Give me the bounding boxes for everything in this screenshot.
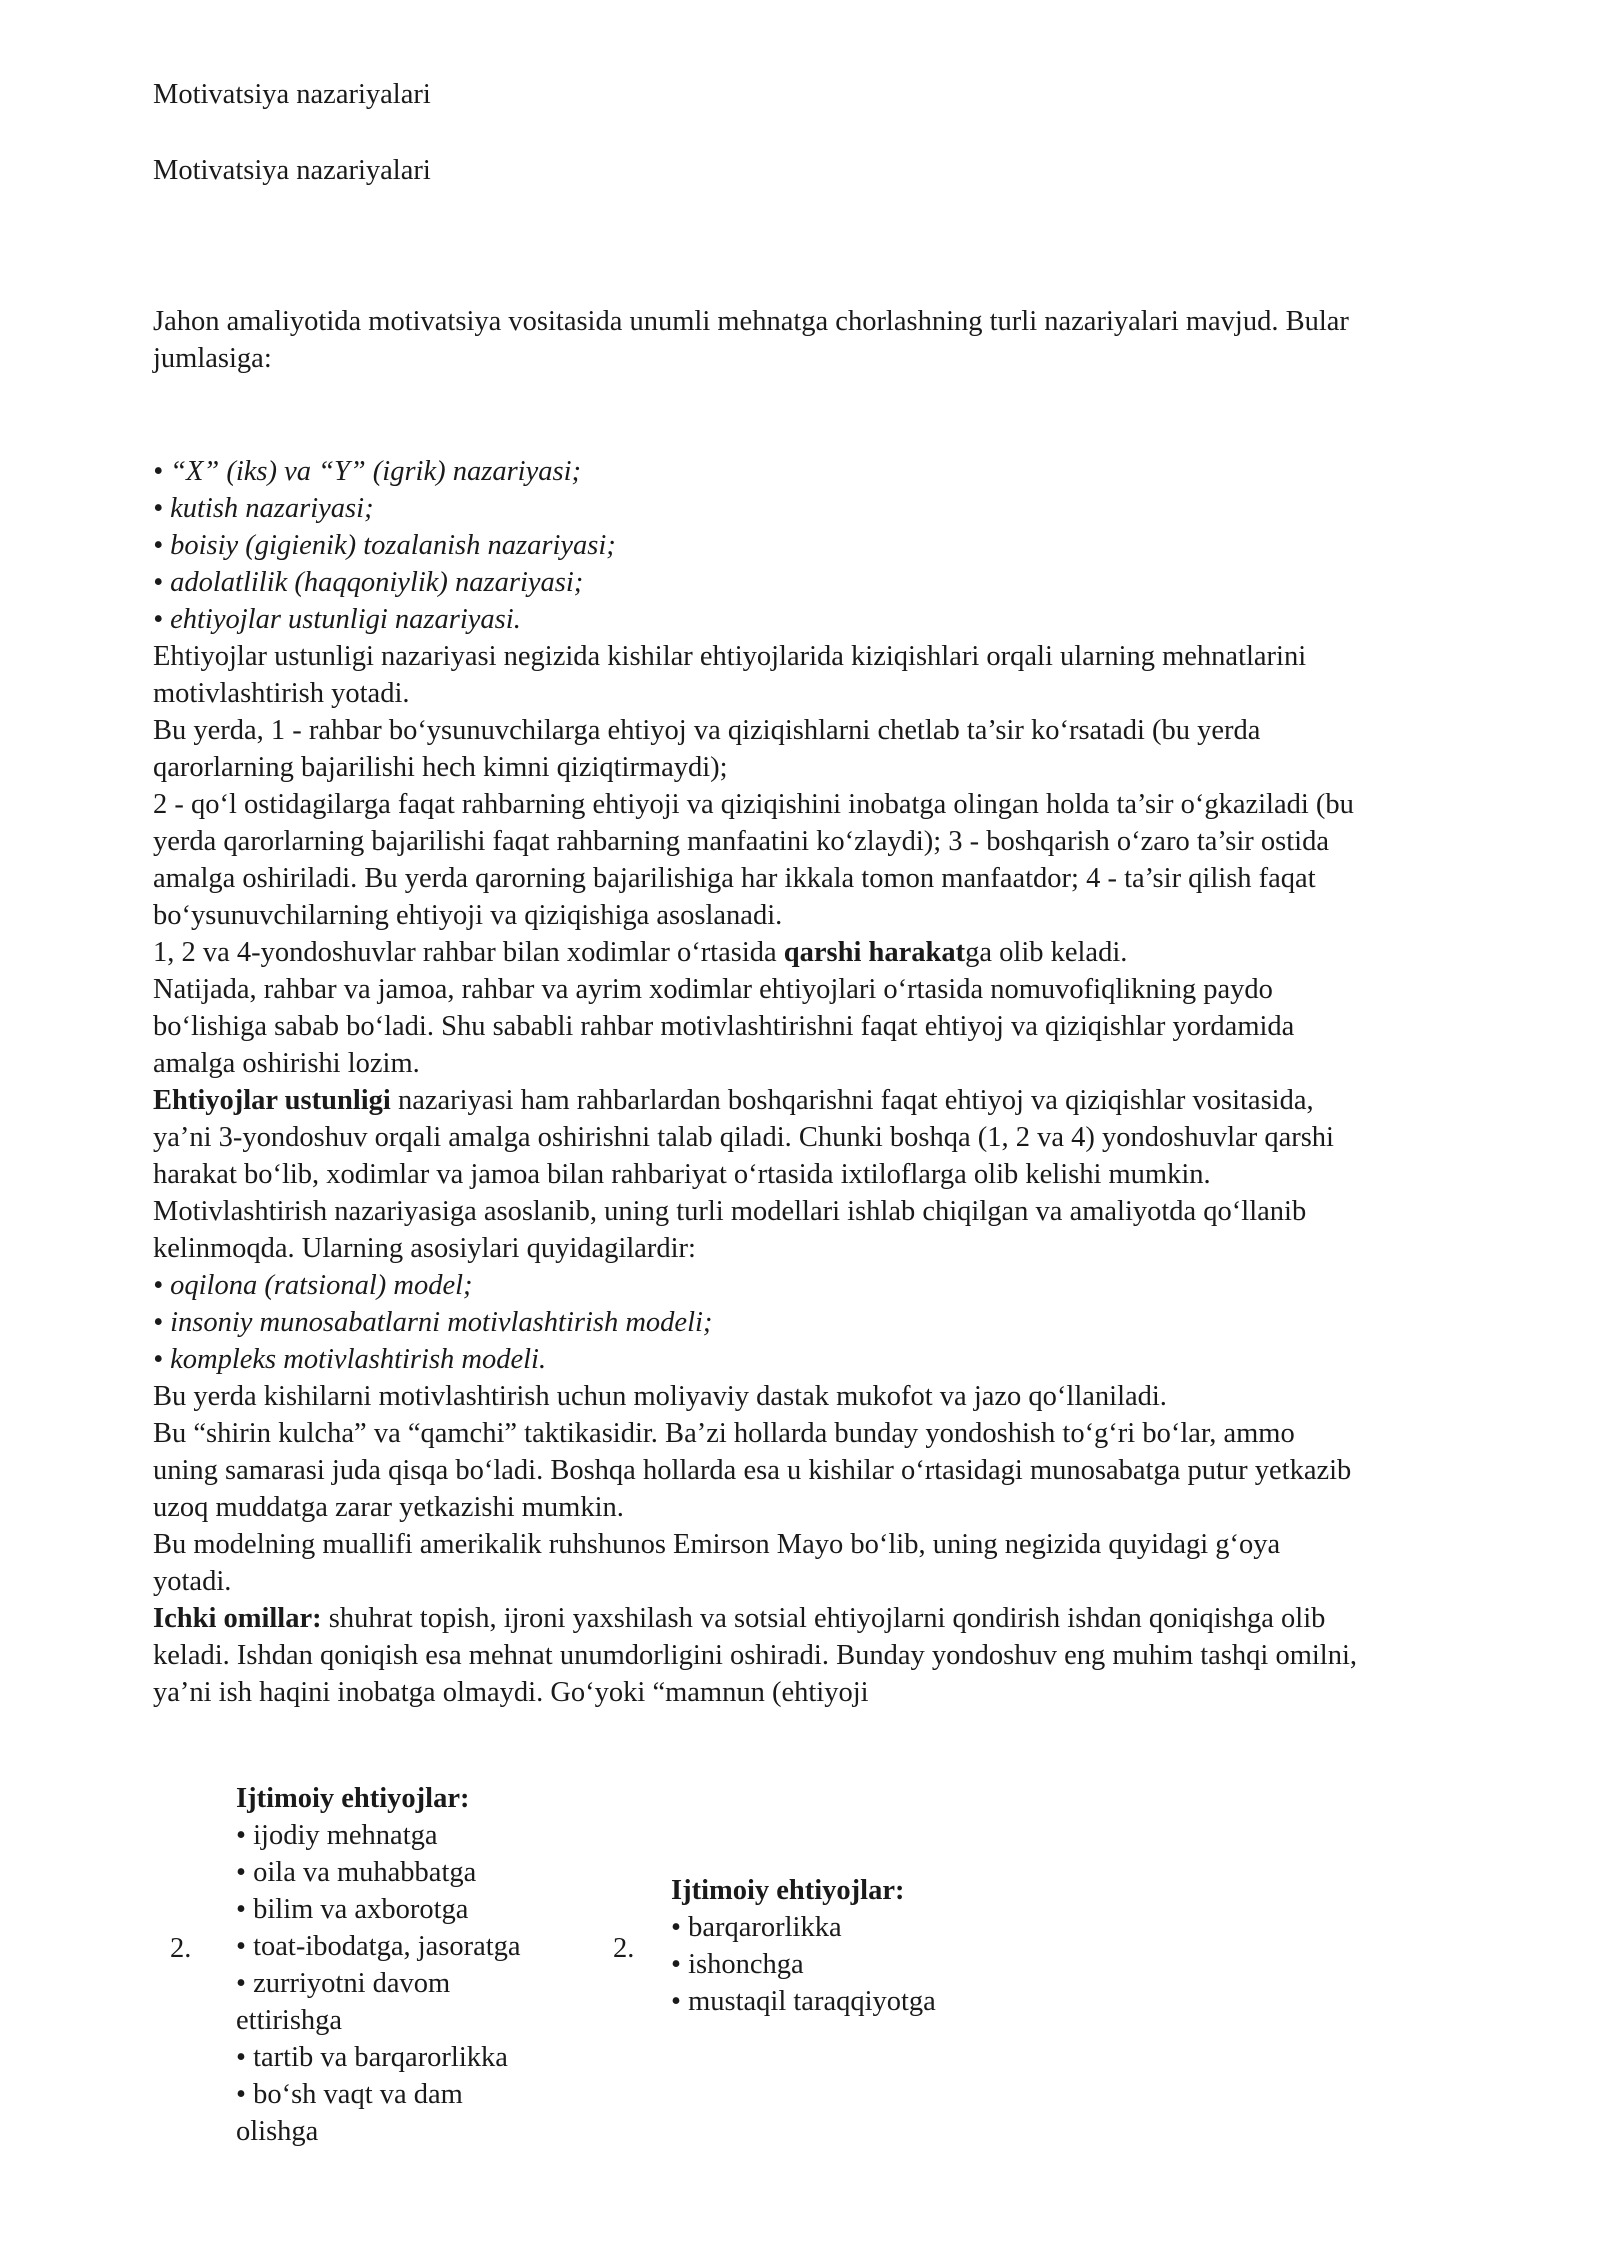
need-item: • mustaqil taraqqiyotga (671, 1986, 936, 2017)
need-item: • toat-ibodatga, jasoratga (236, 1931, 521, 1962)
paragraph-line: harakat bo‘lib, xodimlar va jamoa bilan rahbariyat o‘rtasida ixtiloflarga olib kelishi mumkin. (153, 1159, 1211, 1190)
paragraph-line: Bu yerda kishilarni motivlashtirish uchun moliyaviy dastak mukofot va jazo qo‘llaniladi. (153, 1381, 1167, 1412)
needs-column-right (671, 1872, 936, 2020)
model-item: • insoniy munosabatlarni motivlashtirish modeli; (153, 1307, 713, 1338)
needs-column-left (236, 1780, 521, 2150)
paragraph-line: uning samarasi juda qisqa bo‘ladi. Boshqa hollarda esa u kishilar o‘rtasidagi munosabatga putur yetkazib (153, 1455, 1352, 1486)
intro-line: Jahon amaliyotida motivatsiya vositasida unumli mehnatga chorlashning turli nazariyalari mavjud. Bular (153, 306, 1349, 337)
need-item: • bo‘sh vaqt va dam (236, 2079, 463, 2110)
model-item: • kompleks motivlashtirish modeli. (153, 1344, 547, 1375)
intro-paragraph (153, 303, 1349, 377)
paragraph-line: Ehtiyojlar ustunligi nazariyasi ham rahbarlardan boshqarishni faqat ehtiyoj va qiziqishlar vositasida, (153, 1085, 1314, 1116)
paragraph-line: Bu modelning muallifi amerikalik ruhshunos Emirson Mayo bo‘lib, uning negizida quyidagi g‘oya (153, 1529, 1281, 1560)
theory-item: • kutish nazariyasi; (153, 493, 374, 524)
paragraph-line: Ichki omillar: shuhrat topish, ijroni yaxshilash va sotsial ehtiyojlarni qondirish ishdan qoniqishga olib (153, 1603, 1326, 1634)
row-number: 2. (613, 1933, 635, 1964)
paragraph-line: Ehtiyojlar ustunligi nazariyasi negizida kishilar ehtiyojlarida kiziqishlari orqali ularning mehnatlarini (153, 641, 1307, 672)
need-item: ettirishga (236, 2005, 343, 2036)
paragraph-line: ya’ni 3-yondoshuv orqali amalga oshirishni talab qiladi. Chunki boshqa (1, 2 va 4) yondoshuvlar qarshi (153, 1122, 1334, 1153)
paragraph-line: amalga oshiriladi. Bu yerda qarorning bajarilishiga har ikkala tomon manfaatdor; 4 - ta’sir qilish faqat (153, 863, 1316, 894)
needs-table (153, 1780, 1153, 2147)
paragraph-line: Motivlashtirish nazariyasiga asoslanib, uning turli modellari ishlab chiqilgan va amaliyotda qo‘llanib (153, 1196, 1307, 1227)
need-item: • zurriyotni davom (236, 1968, 451, 1999)
paragraph-line: 1, 2 va 4-yondoshuvlar rahbar bilan xodimlar o‘rtasida qarshi harakatga olib keladi. (153, 937, 1128, 968)
paragraph-line: qarorlarning bajarilishi hech kimni qiziqtirmaydi); (153, 752, 728, 783)
need-item: • ijodiy mehnatga (236, 1820, 438, 1851)
section-title: Motivatsiya nazariyalari (153, 155, 431, 186)
intro-line: jumlasiga: (153, 343, 272, 374)
paragraph-line: amalga oshirishi lozim. (153, 1048, 420, 1079)
paragraph-line: bo‘ysunuvchilarning ehtiyoji va qiziqishiga asoslanadi. (153, 900, 783, 931)
paragraph-line: keladi. Ishdan qoniqish esa mehnat unumdorligini oshiradi. Bunday yondoshuv eng muhim tashqi omilni, (153, 1640, 1357, 1671)
paragraph-line: Bu yerda, 1 - rahbar bo‘ysunuvchilarga ehtiyoj va qiziqishlarni chetlab ta’sir ko‘rsatadi (bu yerda (153, 715, 1261, 746)
need-item: • barqarorlikka (671, 1912, 842, 1943)
row-number: 2. (170, 1933, 192, 1964)
need-item: olishga (236, 2116, 319, 2147)
need-item: • tartib va barqarorlikka (236, 2042, 508, 2073)
paragraph-line: bo‘lishiga sabab bo‘ladi. Shu sababli rahbar motivlashtirishni faqat ehtiyoj va qiziqishlar yordamida (153, 1011, 1295, 1042)
column-title: Ijtimoiy ehtiyojlar: (671, 1875, 905, 1906)
need-item: • oila va muhabbatga (236, 1857, 477, 1888)
paragraph-line: Natijada, rahbar va jamoa, rahbar va ayrim xodimlar ehtiyojlari o‘rtasida nomuvofiqlikning paydo (153, 974, 1273, 1005)
paragraph-line: Bu “shirin kulcha” va “qamchi” taktikasidir. Ba’zi hollarda bunday yondoshish to‘g‘ri bo‘lar, ammo (153, 1418, 1295, 1449)
need-item: • bilim va axborotga (236, 1894, 469, 1925)
paragraph-line: uzoq muddatga zarar yetkazishi mumkin. (153, 1492, 624, 1523)
paragraph-line: yotadi. (153, 1566, 232, 1597)
paragraph-line: 2 - qo‘l ostidagilarga faqat rahbarning ehtiyoji va qiziqishini inobatga olingan holda ta’sir o‘gkaziladi (bu (153, 789, 1354, 820)
model-item: • oqilona (ratsional) model; (153, 1270, 473, 1301)
document-title: Motivatsiya nazariyalari (153, 79, 431, 110)
theory-item: • ehtiyojlar ustunligi nazariyasi. (153, 604, 521, 635)
theory-item: • “X” (iks) va “Y” (igrik) nazariyasi; (153, 456, 581, 487)
paragraph-line: kelinmoqda. Ularning asosiylari quyidagilardir: (153, 1233, 696, 1264)
paragraph-line: ya’ni ish haqini inobatga olmaydi. Go‘yoki “mamnun (ehtiyoji (153, 1677, 869, 1708)
theory-item: • adolatlilik (haqqoniylik) nazariyasi; (153, 567, 584, 598)
paragraph-line: yerda qarorlarning bajarilishi faqat rahbarning manfaatini ko‘zlaydi); 3 - boshqarish o‘zaro ta’sir ostida (153, 826, 1330, 857)
document-body (153, 453, 1357, 1711)
paragraph-line: motivlashtirish yotadi. (153, 678, 410, 709)
need-item: • ishonchga (671, 1949, 804, 1980)
column-title: Ijtimoiy ehtiyojlar: (236, 1783, 470, 1814)
theory-item: • boisiy (gigienik) tozalanish nazariyasi; (153, 530, 616, 561)
